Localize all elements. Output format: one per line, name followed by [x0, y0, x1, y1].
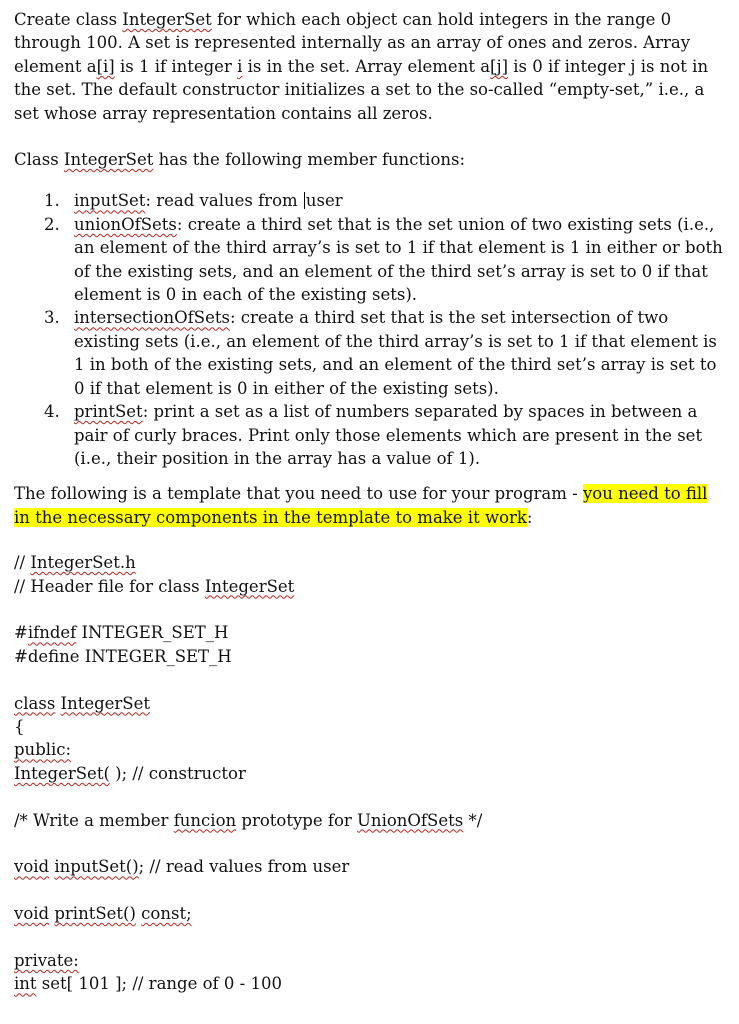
text-cursor [304, 192, 305, 209]
intro-paragraph: Create class IntegerSet for which each object can hold integers in the range 0 through 100. A set is represented internally as an array of ones and zeros. Array element a[i] is 1 if integer i is in the set. Array element a[j] is 0 if integer j is not in the set. The default constructor initializes a set to the so-called “empty-set,” i.e., a set whose array representation contains all zeros. [14, 10, 709, 123]
code-line: public: [14, 740, 72, 760]
code-line: // Header file for class IntegerSet [14, 576, 295, 596]
blank-line [14, 832, 725, 855]
function-name: intersectionOfSets [74, 308, 230, 328]
code-line: void printSet() const; [14, 904, 192, 924]
list-number: 3. [44, 308, 60, 328]
list-item: 1. inputSet: read values from user [14, 189, 725, 212]
list-item: 2. unionOfSets: create a third set that is the set union of two existing sets (i.e., an element of the third array’s is set to 1 if that element is 1 in either or both of the existing sets, and an element of the third set’s array is set to 0 if that element is 0 in each of the existing sets). [44, 214, 723, 305]
function-name: printSet [74, 402, 143, 422]
spell-flag: [i] [96, 56, 115, 76]
code-line: void inputSet(); // read values from user [14, 857, 350, 877]
code-line: class IntegerSet [14, 693, 150, 713]
code-template [14, 551, 725, 996]
code-line: // IntegerSet.h [14, 553, 136, 573]
spell-flag: [j] [490, 56, 509, 76]
template-instruction: The following is a template that you need to use for your program - you need to fill in the necessary components in the template to make it work: [14, 484, 708, 527]
blank-line [14, 598, 725, 621]
function-name: inputSet [74, 191, 146, 211]
code-line: private: [14, 950, 79, 970]
spell-flag: i [237, 56, 243, 76]
blank-line [14, 879, 725, 902]
highlighted-text: you need to fill in the necessary components in the template to make it work [14, 484, 708, 527]
blank-line [14, 785, 725, 808]
code-line: #ifndef INTEGER_SET_H [14, 623, 229, 643]
list-number: 1. [44, 191, 60, 211]
member-functions-intro: Class IntegerSet has the following member functions: [14, 150, 466, 170]
member-function-list [14, 189, 725, 470]
spell-flag: IntegerSet [122, 10, 212, 29]
blank-line [14, 926, 725, 949]
list-item: 3. intersectionOfSets: create a third set that is the set intersection of two existing sets (i.e., an element of the third array’s is set to 1 if that element is 1 in both of the existing sets, and an element of the third set’s array is set to 0 if that element is 0 in either of the existing sets). [44, 308, 717, 398]
spell-flag: IntegerSet [63, 150, 154, 170]
code-line: int set[ 101 ]; // range of 0 - 100 [14, 974, 282, 994]
list-number: 2. [44, 214, 60, 234]
code-line: /* Write a member funcion prototype for UnionOfSets */ [14, 810, 483, 830]
code-line: #define INTEGER_SET_H [14, 646, 232, 666]
blank-line [14, 668, 725, 691]
list-number: 4. [44, 402, 60, 422]
function-name: unionOfSets [74, 214, 177, 234]
code-line: { [14, 716, 25, 736]
list-item: 4. printSet: print a set as a list of numbers separated by spaces in between a pair of curly braces. Print only those elements which are present in the set (i.e., their position in the array has a value of 1). [44, 402, 703, 468]
code-line: IntegerSet( ); // constructor [14, 763, 246, 783]
